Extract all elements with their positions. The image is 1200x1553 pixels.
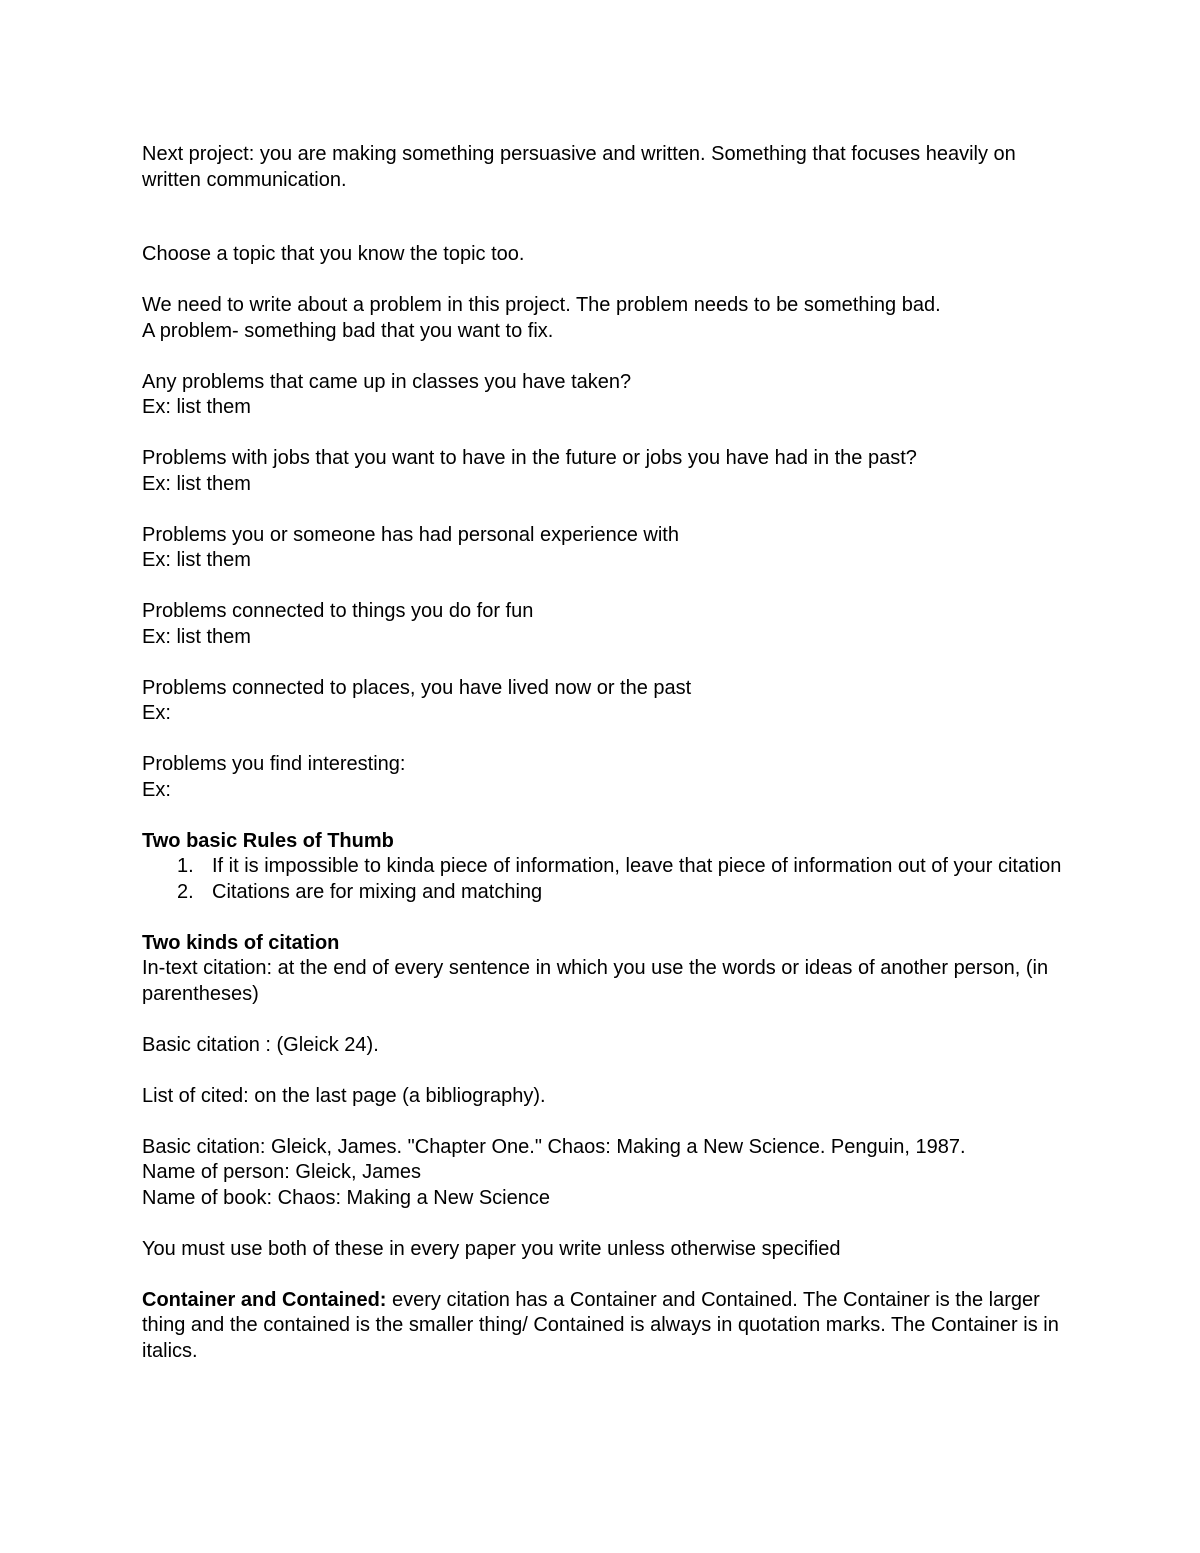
spacer bbox=[142, 344, 1062, 370]
prompt-question: Problems connected to places, you have lived now or the past bbox=[142, 676, 692, 699]
container-text: every citation has a Container and Contained. The Container is the larger thing and the contained is the smaller thing/ Contained is always in quotation marks. The Container is in italics. bbox=[142, 1288, 1059, 1362]
topic-paragraph: Choose a topic that you know the topic too. bbox=[142, 243, 525, 265]
name-of-person: Name of person: Gleick, James bbox=[142, 1161, 421, 1183]
list-number: 2. bbox=[177, 880, 194, 903]
list-number: 1. bbox=[177, 855, 194, 877]
problem-line-2: A problem- something bad that you want to fix. bbox=[142, 319, 554, 342]
list-item-text: Citations are for mixing and matching bbox=[212, 880, 543, 903]
must-use-paragraph: You must use both of these in every paper you write unless otherwise specified bbox=[142, 1237, 841, 1260]
spacer bbox=[142, 1211, 1062, 1237]
prompt-example: Ex: list them bbox=[142, 549, 251, 571]
basic-full-citation: Basic citation: Gleick, James. "Chapter One." Chaos: Making a New Science. Penguin, 1987. bbox=[142, 1135, 966, 1158]
prompt-example: Ex: bbox=[142, 702, 171, 724]
spacer bbox=[142, 497, 1062, 523]
spacer bbox=[142, 905, 1062, 931]
spacer bbox=[142, 421, 1062, 447]
prompt-example: Ex: list them bbox=[142, 625, 251, 648]
problem-line-1: We need to write about a problem in this project. The problem needs to be something bad. bbox=[142, 294, 941, 316]
spacer bbox=[142, 574, 1062, 600]
list-item bbox=[142, 854, 1062, 880]
prompt-example: Ex: list them bbox=[142, 396, 251, 418]
prompt-example: Ex: bbox=[142, 778, 171, 801]
list-item bbox=[142, 880, 1062, 906]
prompt-question: Problems connected to things you do for fun bbox=[142, 600, 534, 622]
rules-list bbox=[142, 854, 1062, 905]
list-cited-paragraph: List of cited: on the last page (a bibliography). bbox=[142, 1084, 546, 1107]
spacer bbox=[142, 1109, 1062, 1135]
prompt-question: Any problems that came up in classes you have taken? bbox=[142, 370, 632, 393]
document-page bbox=[142, 142, 1062, 1364]
spacer bbox=[142, 193, 1062, 242]
intro-paragraph: Next project: you are making something persuasive and written. Something that focuses heavily on written communication. bbox=[142, 143, 1016, 191]
spacer bbox=[142, 1058, 1062, 1084]
prompt-question: Problems with jobs that you want to have in the future or jobs you have had in the past? bbox=[142, 447, 917, 469]
intext-citation-paragraph: In-text citation: at the end of every sentence in which you use the words or ideas of another person, (in parentheses) bbox=[142, 957, 1049, 1005]
spacer bbox=[142, 650, 1062, 676]
name-of-book: Name of book: Chaos: Making a New Science bbox=[142, 1186, 550, 1209]
spacer bbox=[142, 1262, 1062, 1288]
list-item-text: If it is impossible to kinda piece of information, leave that piece of information out of your citation bbox=[212, 855, 1062, 877]
prompt-question: Problems you find interesting: bbox=[142, 753, 406, 775]
container-paragraph bbox=[142, 1288, 1062, 1365]
spacer bbox=[142, 803, 1062, 829]
rules-heading: Two basic Rules of Thumb bbox=[142, 829, 394, 852]
prompt-example: Ex: list them bbox=[142, 472, 251, 495]
spacer bbox=[142, 727, 1062, 753]
citation-heading: Two kinds of citation bbox=[142, 931, 340, 954]
spacer bbox=[142, 1007, 1062, 1033]
spacer bbox=[142, 268, 1062, 294]
container-label: Container and Contained: bbox=[142, 1288, 387, 1311]
basic-intext-citation: Basic citation : (Gleick 24). bbox=[142, 1033, 379, 1056]
prompt-question: Problems you or someone has had personal experience with bbox=[142, 523, 679, 546]
